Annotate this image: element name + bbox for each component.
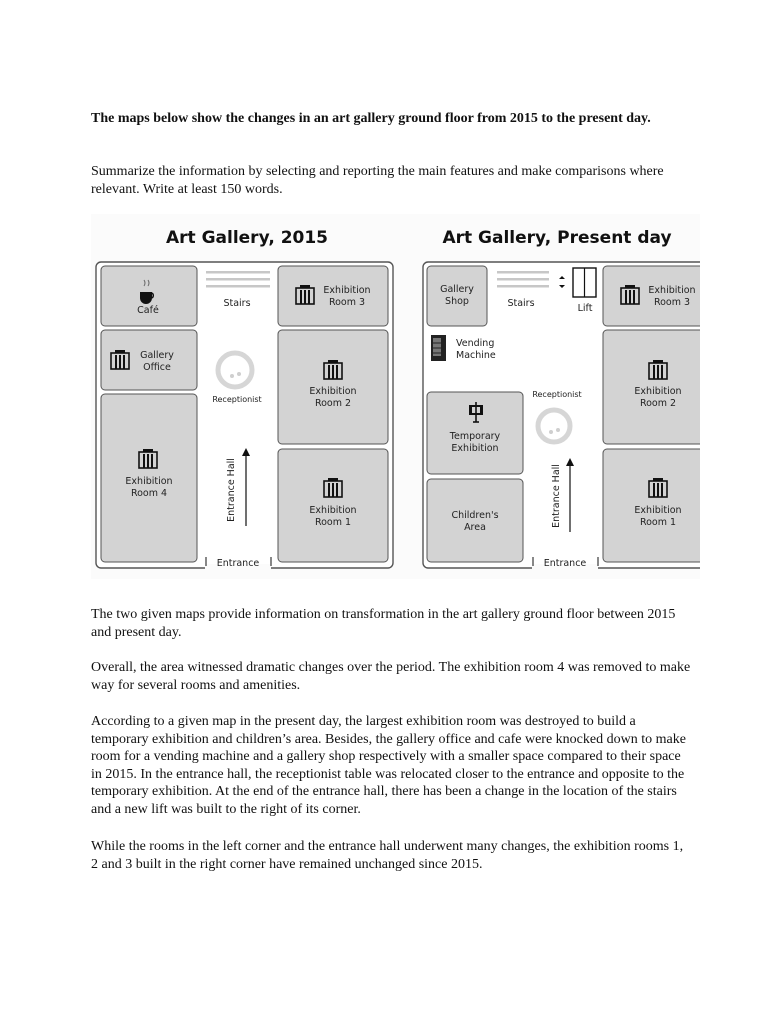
map-present [423, 228, 700, 572]
room3p-line2: Room 3 [653, 297, 691, 308]
room3p-line1: Exhibition [648, 285, 696, 296]
entrance-hall-label: Entrance Hall [226, 458, 237, 522]
room1-line2: Room 1 [314, 517, 352, 528]
shop-line2: Shop [445, 296, 469, 307]
room4-line2: Room 4 [130, 488, 168, 499]
cafe-room [101, 266, 197, 326]
receptionist-label-present: Receptionist [532, 390, 582, 399]
essay-paragraph-4: While the rooms in the left corner and the entrance hall underwent many changes, the exhibition rooms 1, 2 and 3 built in the right corner have remained unchanged since 2015. [91, 839, 684, 872]
room2-line2: Room 2 [314, 398, 352, 409]
room3-line1: Exhibition [323, 285, 371, 296]
temporary-line1: Temporary [449, 431, 501, 442]
vending-line2: Machine [456, 350, 496, 361]
vending-machine [431, 335, 496, 361]
stairs-label: Stairs [223, 298, 251, 309]
essay-paragraph-2: Overall, the area witnessed dramatic changes over the period. The exhibition room 4 was removed to make way for several rooms and amenities. [91, 660, 691, 693]
gallery-shop-room [427, 266, 487, 326]
exhibition-room-1-2015 [278, 449, 388, 562]
exhibition-room-3-present [603, 266, 700, 326]
map-title-present: Art Gallery, Present day [442, 228, 672, 248]
entrance-label: Entrance [216, 558, 260, 569]
cafe-label: Café [137, 305, 159, 316]
room1p-line2: Room 1 [639, 517, 677, 528]
childrens-area-room [427, 479, 523, 562]
lift-label: Lift [577, 303, 593, 314]
entrance-hall-label-present: Entrance Hall [551, 464, 562, 528]
exhibition-room-4 [101, 394, 197, 562]
room3-line2: Room 3 [328, 297, 366, 308]
essay-paragraph-1: The two given maps provide information on transformation in the art gallery ground floor between 2015 and present day. [91, 607, 676, 640]
exhibition-room-2-present [603, 330, 700, 444]
childrens-line2: Area [464, 522, 486, 533]
task-prompt: The maps below show the changes in an art gallery ground floor from 2015 to the present day. [91, 111, 651, 126]
maps-figure [91, 214, 700, 579]
room1p-line1: Exhibition [634, 505, 682, 516]
map-title-2015: Art Gallery, 2015 [165, 228, 329, 248]
exhibition-room-2-2015 [278, 330, 388, 444]
map-2015 [96, 228, 393, 572]
exhibition-room-1-present [603, 449, 700, 562]
room1-line1: Exhibition [309, 505, 357, 516]
receptionist-label: Receptionist [212, 395, 262, 404]
temporary-exhibition-room [427, 392, 523, 474]
gallery-office-room [101, 330, 197, 390]
office-line2: Office [143, 362, 171, 373]
entrance-label-present: Entrance [543, 558, 587, 569]
room2p-line2: Room 2 [639, 398, 677, 409]
vending-machine-icon [431, 335, 446, 361]
essay-paragraph-3: According to a given map in the present day, the largest exhibition room was destroyed to build a temporary exhibition and children’s area. Besides, the gallery office and cafe were knocked down to make room for a vending machine and a gallery shop respectively with a smaller space compared to their space in 2015. In the entrance hall, the receptionist table was relocated closer to the entrance and opposite to the temporary exhibition. At the end of the entrance hall, there has been a change in the location of the stairs and a new lift was built to the right of its corner. [91, 714, 686, 817]
office-line1: Gallery [140, 350, 174, 361]
vending-line1: Vending [456, 338, 495, 349]
exhibition-room-3-2015 [278, 266, 388, 326]
shop-line1: Gallery [440, 284, 474, 295]
temporary-line2: Exhibition [451, 443, 499, 454]
room2p-line1: Exhibition [634, 386, 682, 397]
room2-line1: Exhibition [309, 386, 357, 397]
task-instruction: Summarize the information by selecting and reporting the main features and make comparisons where relevant. Write at least 150 words. [91, 164, 664, 197]
stairs-label-present: Stairs [507, 298, 535, 309]
room4-line1: Exhibition [125, 476, 173, 487]
childrens-line1: Children's [451, 510, 499, 521]
